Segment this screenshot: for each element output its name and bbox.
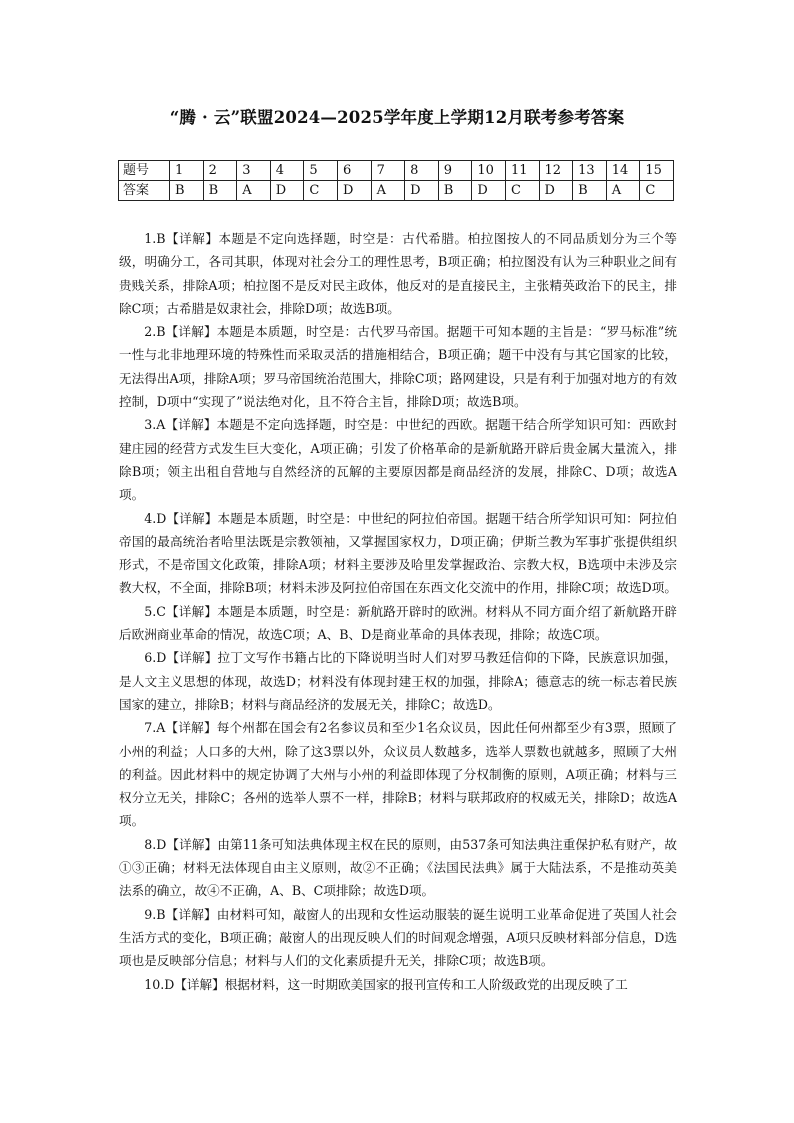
question-number-row (119, 161, 674, 181)
explanation-paragraph: 9.B【详解】由材料可知，敲窗人的出现和女性运动服装的诞生说明工业革命促进了英国人社会生活方式的变化，B项正确；敲窗人的出现反映人们的时间观念增强，A项只反映材料部分信息，D选项也是反映部分信息；材料与人们的文化素质提升无关，排除C项；故选B项。 (119, 906, 677, 969)
explanation-paragraph: 1.B【详解】本题是不定向选择题，时空是：古代希腊。柏拉图按人的不同品质划分为三个等级，明确分工，各司其职，体现对社会分工的理性思考，B项正确；柏拉图没有认为三种职业之间有贵贱关系，排除A项；柏拉图不是反对民主政体，他反对的是直接民主，主张精英政治下的民主，排除C项；古希腊是奴隶社会，排除D项；故选B项。 (119, 231, 677, 316)
question-number-cell: 12 (539, 161, 573, 181)
question-number-cell: 1 (170, 161, 204, 181)
answer-row (119, 181, 674, 201)
question-number-cell: 7 (371, 161, 405, 181)
question-number-cell: 15 (640, 161, 674, 181)
page-title: “腾 · 云”联盟2024—2025学年度上学期12月联考参考答案 (169, 108, 625, 127)
explanation-paragraph: 4.D【详解】本题是本质题，时空是：中世纪的阿拉伯帝国。据题干结合所学知识可知：阿拉伯帝国的最高统治者哈里法既是宗教领袖，又掌握国家权力，D项正确；伊斯兰教为军事扩张提供组织形式，不是帝国文化政策，排除A项；材料主要涉及哈里发掌握政治、宗教大权，B选项中未涉及宗教大权，不全面，排除B项；材料未涉及阿拉伯帝国在东西文化交流中的作用，排除C项；故选D项。 (119, 510, 677, 596)
answer-cell: B (170, 181, 204, 201)
row-label-question-number: 题号 (119, 161, 170, 181)
explanation-paragraph: 2.B【详解】本题是本质题，时空是：古代罗马帝国。据题干可知本题的主旨是：“罗马标准”统一性与北非地理环境的特殊性而采取灵活的措施相结合，B项正确；题干中没有与其它国家的比较，无法得出A项，排除A项；罗马帝国统治范围大，排除C项；路网建设，只是有利于加强对地方的有效控制，D项中“实现了”说法绝对化，且不符合主旨，排除D项；故选B项。 (119, 324, 677, 410)
question-number-cell: 6 (337, 161, 371, 181)
answer-cell: B (438, 181, 472, 201)
answer-cell: C (640, 181, 674, 201)
answer-cell: A (237, 181, 271, 201)
explanations-section (119, 227, 677, 996)
question-number-cell: 8 (405, 161, 439, 181)
answer-cell: C (505, 181, 539, 201)
answer-cell: A (371, 181, 405, 201)
answer-cell: D (472, 181, 506, 201)
question-number-cell: 13 (573, 161, 607, 181)
question-number-cell: 9 (438, 161, 472, 181)
explanation-paragraph: 10.D【详解】根据材料，这一时期欧美国家的报刊宣传和工人阶级政党的出现反映了工 (144, 976, 628, 992)
question-number-cell: 4 (270, 161, 304, 181)
explanation-paragraph: 8.D【详解】由第11条可知法典体现主权在民的原则，由537条可知法典注重保护私有财产，故①③正确；材料无法体现自由主义原则，故②不正确；《法国民法典》属于大陆法系，不是推动英美法系的确立，故④不正确，A、B、C项排除；故选D项。 (119, 836, 677, 899)
explanation-paragraph: 7.A【详解】每个州都在国会有2名参议员和至少1名众议员，因此任何州都至少有3票，照顾了小州的利益；人口多的大州，除了这3票以外，众议员人数越多，选举人票数也就越多，照顾了大州的利益。因此材料中的规定协调了大州与小州的利益即体现了分权制衡的原则，A项正确；材料与三权分立无关，排除C；各州的选举人票不一样，排除B；材料与联邦政府的权威无关，排除D；故选A项。 (119, 720, 677, 829)
question-number-cell: 3 (237, 161, 271, 181)
question-number-cell: 14 (606, 161, 640, 181)
question-number-cell: 11 (505, 161, 539, 181)
explanation-paragraph: 3.A【详解】本题是不定向选择题，时空是：中世纪的西欧。据题干结合所学知识可知：西欧封建庄园的经营方式发生巨大变化，A项正确；引发了价格革命的是新航路开辟后贵金属大量流入，排除B项；领主出租自营地与自然经济的瓦解的主要原因都是商品经济的发展，排除C、D项；故选A项。 (119, 417, 677, 503)
answer-cell: D (337, 181, 371, 201)
question-number-cell: 2 (203, 161, 237, 181)
answer-table (118, 160, 674, 201)
answer-cell: B (203, 181, 237, 201)
question-number-cell: 10 (472, 161, 506, 181)
question-number-cell: 5 (304, 161, 338, 181)
answer-cell: D (405, 181, 439, 201)
explanation-paragraph: 6.D【详解】拉丁文写作书籍占比的下降说明当时人们对罗马教廷信仰的下降，民族意识加强，是人文主义思想的体现，故选D；材料没有体现封建王权的加强，排除A；德意志的统一标志着民族国家的建立，排除B；材料与商品经济的发展无关，排除C；故选D。 (119, 650, 677, 712)
answer-cell: B (573, 181, 607, 201)
answer-cell: D (270, 181, 304, 201)
answer-cell: D (539, 181, 573, 201)
answer-cell: C (304, 181, 338, 201)
explanation-paragraph: 5.C【详解】本题是本质题，时空是：新航路开辟时的欧洲。材料从不同方面介绍了新航路开辟后欧洲商业革命的情况，故选C项；A、B、D是商业革命的具体表现，排除；故选C项。 (119, 603, 677, 643)
row-label-answer: 答案 (119, 181, 170, 201)
answer-cell: A (606, 181, 640, 201)
